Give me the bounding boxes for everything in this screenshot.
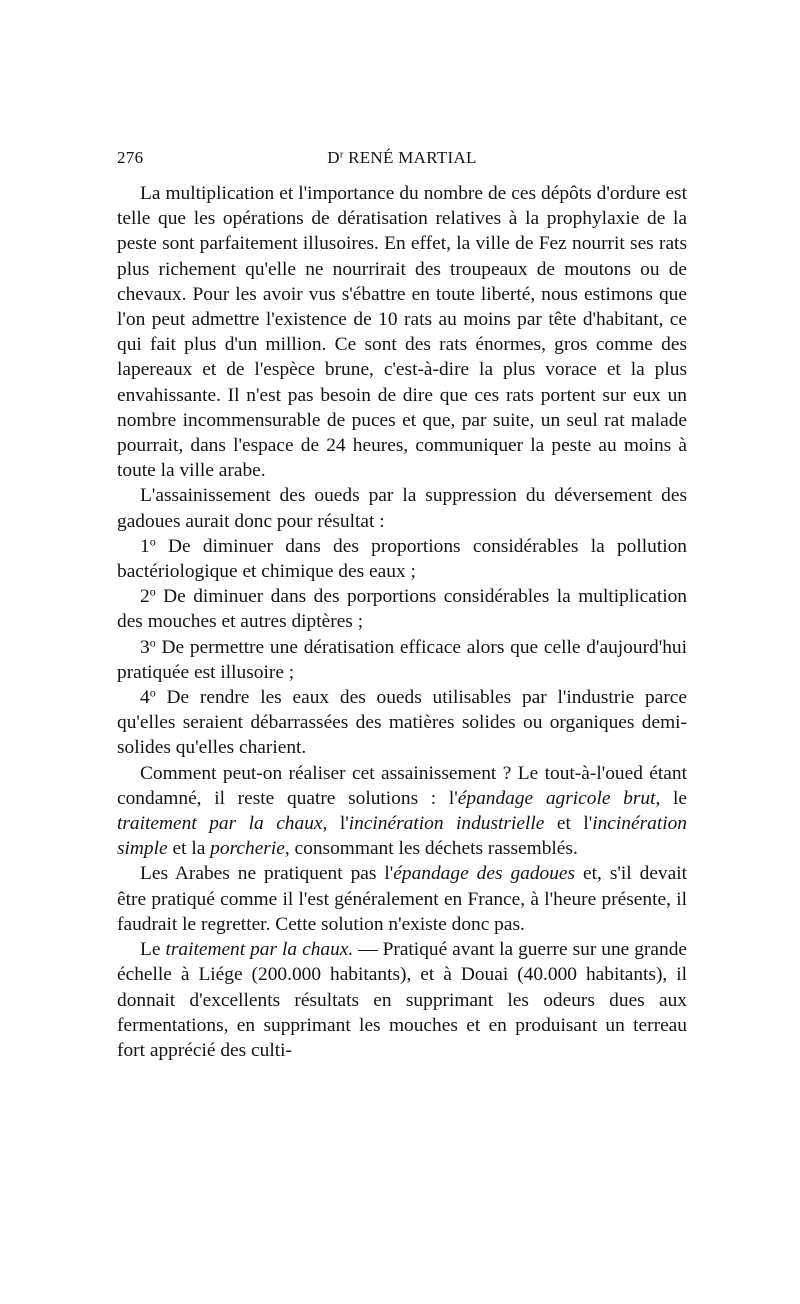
page-number: 276: [117, 148, 144, 167]
italic-term: épandage des gadoues: [393, 863, 576, 885]
item-number: 3: [140, 636, 150, 658]
item-ordinal: o: [149, 534, 156, 549]
item-text: De diminuer dans des porportions considérables la multiplication des mouches et autres diptères ;: [117, 586, 687, 633]
text-run: Les Arabes ne pratiquent pas l': [140, 863, 394, 885]
list-item-2: [117, 584, 687, 634]
italic-term: traitement par la chaux.: [165, 939, 354, 961]
text-run: et, s'il devait être pratiqué comme il l'est généralement en France, à l'heure présente, il faudrait le regretter. Cette solution n'existe donc pas.: [117, 863, 688, 935]
item-number: 4: [140, 687, 150, 709]
paragraph-chaux: [117, 937, 687, 1063]
list-item-1: [117, 534, 687, 584]
paragraph-solutions: [117, 761, 687, 862]
italic-term: incinération simple: [117, 813, 687, 860]
list-item-3: [117, 635, 687, 685]
paragraph-assainissement: L'assainissement des oueds par la suppression du déversement des gadoues aurait donc pour résultat :: [117, 485, 687, 532]
item-text: De rendre les eaux des oueds utilisables par l'industrie parce qu'elles seraient débarrassées des matières solides ou organiques demi-solides qu'elles charient.: [117, 687, 687, 759]
author-name: RENÉ MARTIAL: [343, 148, 477, 167]
text-run: , consommant les déchets rassemblés.: [284, 838, 578, 860]
list-item-4: [117, 685, 687, 761]
italic-term: épandage agricole brut: [457, 787, 656, 809]
text-run: et l': [544, 813, 593, 835]
text-run: , l': [322, 813, 349, 835]
paragraph-arabes: [117, 861, 687, 937]
text-run: Le: [140, 939, 166, 961]
item-number: 2: [140, 586, 150, 608]
text-run: , le: [655, 787, 687, 809]
text-run: et la: [167, 838, 211, 860]
running-title: [117, 148, 687, 168]
item-text: De permettre une dératisation efficace alors que celle d'aujourd'hui pratiquée est illusoire ;: [117, 636, 687, 683]
item-text: De diminuer dans des proportions considérables la pollution bactériologique et chimique des eaux ;: [117, 535, 687, 583]
item-ordinal: o: [149, 635, 156, 650]
paragraph-rats: La multiplication et l'importance du nombre de ces dépôts d'ordure est telle que les opérations de dératisation relatives à la prophylaxie de la peste sont parfaitement illusoires. En effet, la ville de Fez nourrit ses rats plus richement qu'elle ne nourrirait des troupeaux de moutons ou de chevaux. Pour les avoir vus s'ébattre en toute liberté, nous estimons que l'on peut admettre l'existence de 10 rats au moins par tête d'habitant, ce qui fait plus d'un million. Ce sont des rats énormes, gros comme des lapereaux et de l'espèce brune, c'est-à-dire la plus vorace et la plus envahissante. Il n'est pas besoin de dire que ces rats portent sur eux un nombre incommensurable de puces et que, par suite, un seul rat malade pourrait, dans l'espace de 24 heures, communiquer la peste au moins à toute la ville arabe.: [117, 183, 687, 482]
text-run: — Pratiqué avant la guerre sur une grande échelle à Liége (200.000 habitants), et à Douai (40.000 habitants), il donnait d'excellents résultats en supprimant les odeurs dues aux fermentations, en supprimant les mouches et en produisant un terreau fort apprécié des culti-: [117, 939, 687, 1061]
author-sup: r: [339, 149, 344, 161]
text-run: Comment peut-on réaliser cet assainissement ? Le tout-à-l'oued étant condamné, il reste quatre solutions : l': [117, 762, 687, 809]
item-number: 1: [140, 535, 150, 557]
italic-term: porcherie: [210, 838, 285, 860]
author-prefix: D: [327, 148, 340, 167]
body-text: [117, 181, 687, 1063]
italic-term: incinération industrielle: [348, 813, 545, 835]
item-ordinal: o: [149, 685, 156, 700]
italic-term: traitement par la chaux: [117, 813, 323, 835]
item-ordinal: o: [149, 584, 156, 599]
